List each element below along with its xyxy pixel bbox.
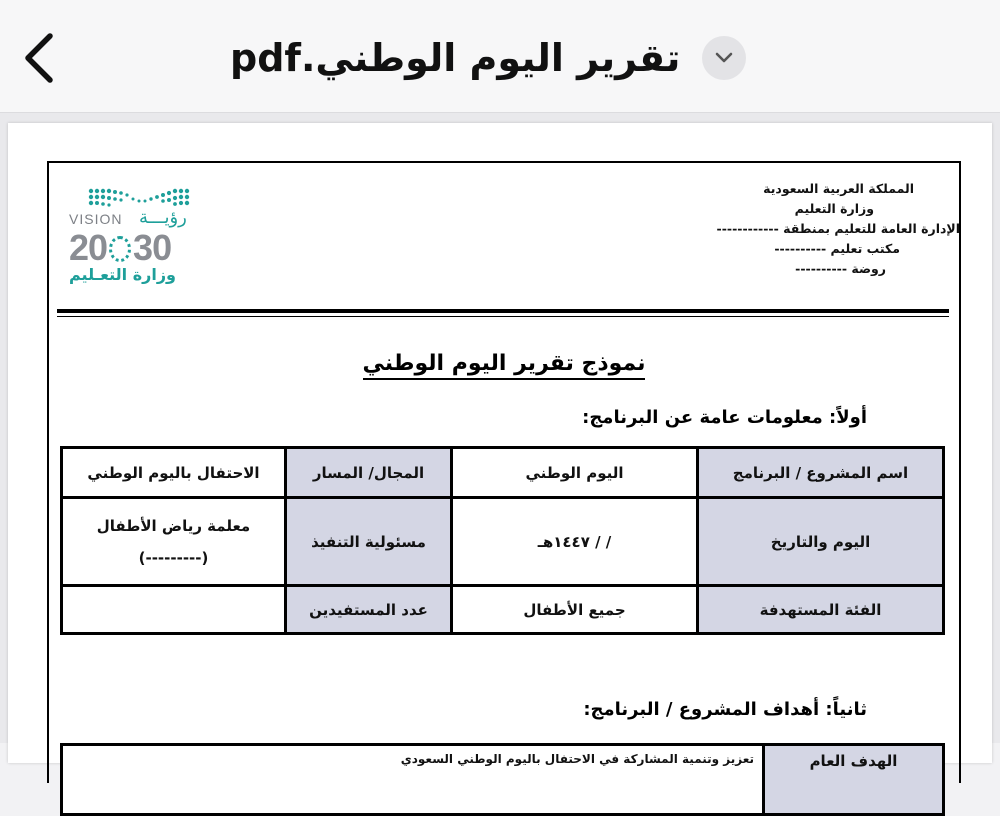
gov-line-kingdom: المملكة العربية السعودية — [763, 181, 914, 196]
government-header-text — [584, 179, 960, 279]
top-navigation-bar — [0, 0, 1000, 113]
value-domain-track: الاحتفال باليوم الوطني — [62, 448, 286, 498]
gov-line-ministry: وزارة التعليم — [794, 201, 874, 216]
chevron-down-icon — [714, 51, 734, 65]
table-row — [62, 745, 944, 815]
document-title-group[interactable] — [230, 30, 746, 86]
gov-line-kindergarten: روضة ---------- — [795, 261, 886, 276]
vision-2030-ministry-logo — [69, 173, 209, 285]
table-row — [62, 586, 944, 634]
header-divider-thin — [57, 316, 949, 317]
gov-line-directorate: الإدارة العامة للتعليم بمنطقة ------------ — [716, 221, 960, 236]
table-row — [62, 448, 944, 498]
header-divider-thick — [57, 309, 949, 313]
form-title: نموذج تقرير اليوم الوطني — [49, 351, 959, 376]
pdf-viewer[interactable] — [0, 113, 1000, 770]
responsibility-teacher: معلمة رياض الأطفال — [96, 516, 251, 535]
chevron-left-icon — [14, 26, 70, 90]
page-border — [47, 161, 961, 783]
value-project-name: اليوم الوطني — [452, 448, 698, 498]
label-responsibility: مسئولية التنفيذ — [286, 498, 452, 586]
vision-arabic-text: رؤيـــة — [139, 207, 187, 228]
label-day-date: اليوم والتاريخ — [698, 498, 944, 586]
gov-line-office: مكتب تعليم ---------- — [774, 241, 900, 256]
program-info-table — [60, 446, 945, 635]
label-domain-track: المجال/ المسار — [286, 448, 452, 498]
section-heading-goals: ثانياً: أهداف المشروع / البرنامج: — [583, 699, 867, 720]
label-general-goal: الهدف العام — [764, 745, 944, 815]
label-target-group: الفئة المستهدفة — [698, 586, 944, 634]
year-part-20: 20 — [69, 227, 108, 268]
table-row — [62, 498, 944, 586]
back-button[interactable] — [14, 26, 70, 90]
goals-table — [60, 743, 945, 816]
year-2030 — [69, 227, 171, 269]
responsibility-name-blank: (---------) — [138, 548, 209, 567]
label-beneficiaries-count: عدد المستفيدين — [286, 586, 452, 634]
value-target-group: جميع الأطفال — [452, 586, 698, 634]
title-menu-button[interactable] — [702, 36, 746, 80]
label-project-name: اسم المشروع / البرنامج — [698, 448, 944, 498]
value-beneficiaries-count — [62, 586, 286, 634]
pdf-page — [8, 123, 992, 770]
letterhead — [49, 163, 959, 313]
value-general-goal: تعزيز وتنمية المشاركة في الاحتفال باليوم الوطني السعودي — [62, 745, 764, 815]
value-day-date: / / ١٤٤٧هـ — [452, 498, 698, 586]
palm-emblem-icon — [109, 236, 131, 262]
section-heading-general-info: أولاً: معلومات عامة عن البرنامج: — [582, 407, 867, 428]
year-part-30: 30 — [133, 227, 172, 268]
vision-text: VISION — [69, 211, 123, 227]
document-title: تقرير اليوم الوطني.pdf — [230, 36, 681, 80]
value-responsibility — [62, 498, 286, 586]
ministry-of-education-text: وزارة التعـليم — [69, 265, 176, 284]
